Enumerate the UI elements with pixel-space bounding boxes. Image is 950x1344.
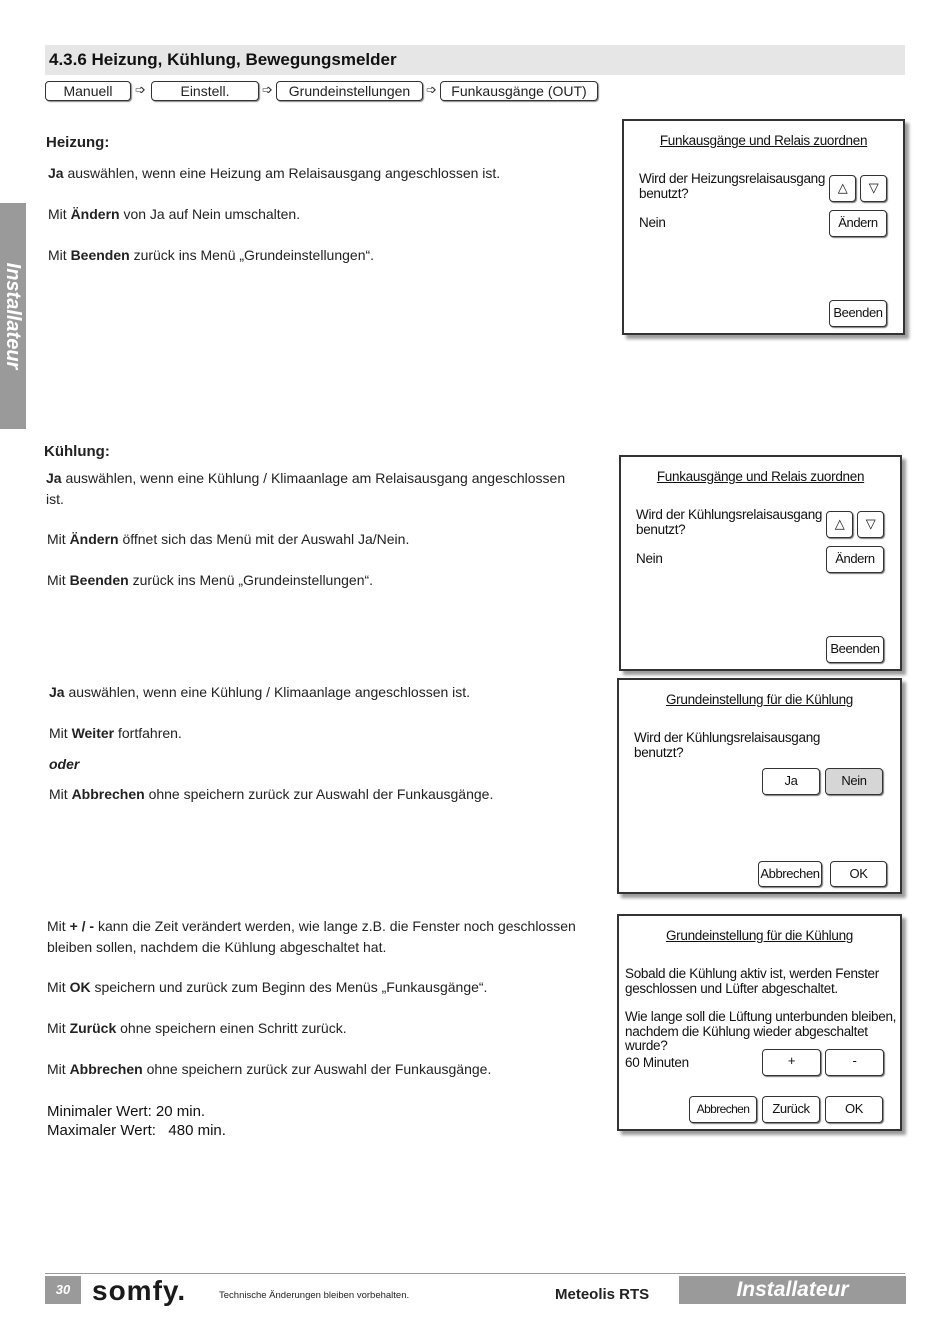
down-arrow-button[interactable] <box>857 511 884 538</box>
paragraph: Mit Ändern von Ja auf Nein umschalten. <box>48 206 301 222</box>
paragraph: Ja auswählen, wenn eine Kühlung / Klimaanlage angeschlossen ist. <box>49 684 471 700</box>
device-screen-kuehlung-setup <box>617 678 902 894</box>
side-tab <box>0 203 26 429</box>
product-name: Meteolis RTS <box>555 1286 650 1303</box>
down-arrow-icon: ▽ <box>868 180 879 195</box>
paragraph: Mit Weiter fortfahren. <box>49 725 182 741</box>
paragraph-oder: oder <box>49 756 80 772</box>
device-screen-kuehlung <box>619 455 902 671</box>
arrow-right-icon: ➩ <box>135 82 146 97</box>
plus-button[interactable]: + <box>762 1049 821 1076</box>
paragraph: Mit Zurück ohne speichern einen Schritt zurück. <box>47 1020 347 1036</box>
screen-title: Funkausgänge und Relais zuordnen <box>659 133 868 148</box>
paragraph: Mit Ändern öffnet sich das Menü mit der Auswahl Ja/Nein. <box>47 531 410 547</box>
paragraph: Mit Abbrechen ohne speichern zurück zur Auswahl der Funkausgänge. <box>49 786 494 802</box>
no-button[interactable]: Nein <box>825 768 883 795</box>
screen-question: Wird der Kühlungsrelaisausgang benutzt? <box>636 507 823 537</box>
back-button[interactable]: Zurück <box>762 1096 820 1123</box>
ok-button[interactable]: OK <box>825 1096 883 1123</box>
arrow-right-icon: ➩ <box>426 82 437 97</box>
screen-title: Grundeinstellung für die Kühlung <box>665 928 854 943</box>
screen-question: Wird der Kühlungsrelaisausgang benutzt? <box>634 730 821 760</box>
page-number: 30 <box>45 1276 81 1304</box>
down-arrow-icon: ▽ <box>865 516 876 531</box>
min-value-text: Minimaler Wert: 20 min. <box>47 1103 206 1120</box>
device-screen-heizung <box>622 119 905 335</box>
paragraph: Ja auswählen, wenn eine Heizung am Relaisausgang angeschlossen ist. <box>48 165 501 181</box>
breadcrumb-einstell[interactable]: Einstell. <box>151 81 259 101</box>
screen-value: Nein <box>636 551 663 566</box>
finish-button[interactable]: Beenden <box>829 300 887 327</box>
breadcrumb-manuell[interactable]: Manuell <box>45 81 131 101</box>
screen-title: Grundeinstellung für die Kühlung <box>665 692 854 707</box>
footer-section-tab: Installateur <box>679 1276 906 1304</box>
heading-heizung: Heizung: <box>46 134 110 151</box>
paragraph: Mit + / - kann die Zeit verändert werden, wie lange z.B. die Fenster noch geschlossen bleiben sollen, nachdem die Kühlung abgeschaltet hat. <box>47 918 576 955</box>
somfy-logo: somfy. <box>92 1275 187 1306</box>
up-arrow-icon: △ <box>837 180 848 195</box>
device-screen-kuehlung-duration <box>617 914 902 1131</box>
footer-divider <box>45 1273 905 1274</box>
yes-button[interactable]: Ja <box>762 768 820 795</box>
up-arrow-button[interactable] <box>826 511 853 538</box>
arrow-right-icon: ➩ <box>262 82 273 97</box>
screen-question: Wird der Heizungsrelaisausgang benutzt? <box>639 171 826 201</box>
paragraph: Mit OK speichern und zurück zum Beginn des Menüs „Funkausgänge“. <box>47 979 488 995</box>
paragraph: Mit Abbrechen ohne speichern zurück zur Auswahl der Funkausgänge. <box>47 1061 492 1077</box>
paragraph: Ja auswählen, wenn eine Kühlung / Klimaanlage am Relaisausgang angeschlossen ist. <box>46 470 566 507</box>
minus-button[interactable]: - <box>825 1049 884 1076</box>
down-arrow-button[interactable] <box>860 175 887 202</box>
finish-button[interactable]: Beenden <box>826 636 884 663</box>
paragraph: Mit Beenden zurück ins Menü „Grundeinstellungen“. <box>48 247 375 263</box>
change-button[interactable]: Ändern <box>826 546 884 573</box>
footer-note: Technische Änderungen bleiben vorbehalten. <box>219 1290 410 1301</box>
max-value-text: Maximaler Wert: 480 min. <box>47 1122 226 1139</box>
screen-value: Nein <box>639 215 666 230</box>
screen-info: Sobald die Kühlung aktiv ist, werden Fenster geschlossen und Lüfter abgeschaltet. <box>625 966 879 996</box>
up-arrow-button[interactable] <box>829 175 856 202</box>
cancel-button[interactable]: Abbrechen <box>689 1096 757 1123</box>
change-button[interactable]: Ändern <box>829 210 887 237</box>
breadcrumb-funkausgaenge[interactable]: Funkausgänge (OUT) <box>440 81 598 101</box>
section-title: 4.3.6 Heizung, Kühlung, Bewegungsmelder <box>45 45 905 75</box>
heading-kuehlung: Kühlung: <box>44 443 110 460</box>
side-tab-label: Installateur <box>2 262 24 370</box>
screen-value: 60 Minuten <box>625 1055 689 1070</box>
screen-title: Funkausgänge und Relais zuordnen <box>656 469 865 484</box>
screen-question: Wie lange soll die Lüftung unterbunden bleiben, nachdem die Kühlung wieder abgeschaltet wurde? <box>625 1009 897 1053</box>
ok-button[interactable]: OK <box>830 861 887 887</box>
cancel-button[interactable]: Abbrechen <box>758 861 822 887</box>
up-arrow-icon: △ <box>834 516 845 531</box>
breadcrumb-grundeinstellungen[interactable]: Grundeinstellungen <box>276 81 423 101</box>
paragraph: Mit Beenden zurück ins Menü „Grundeinstellungen“. <box>47 572 374 588</box>
